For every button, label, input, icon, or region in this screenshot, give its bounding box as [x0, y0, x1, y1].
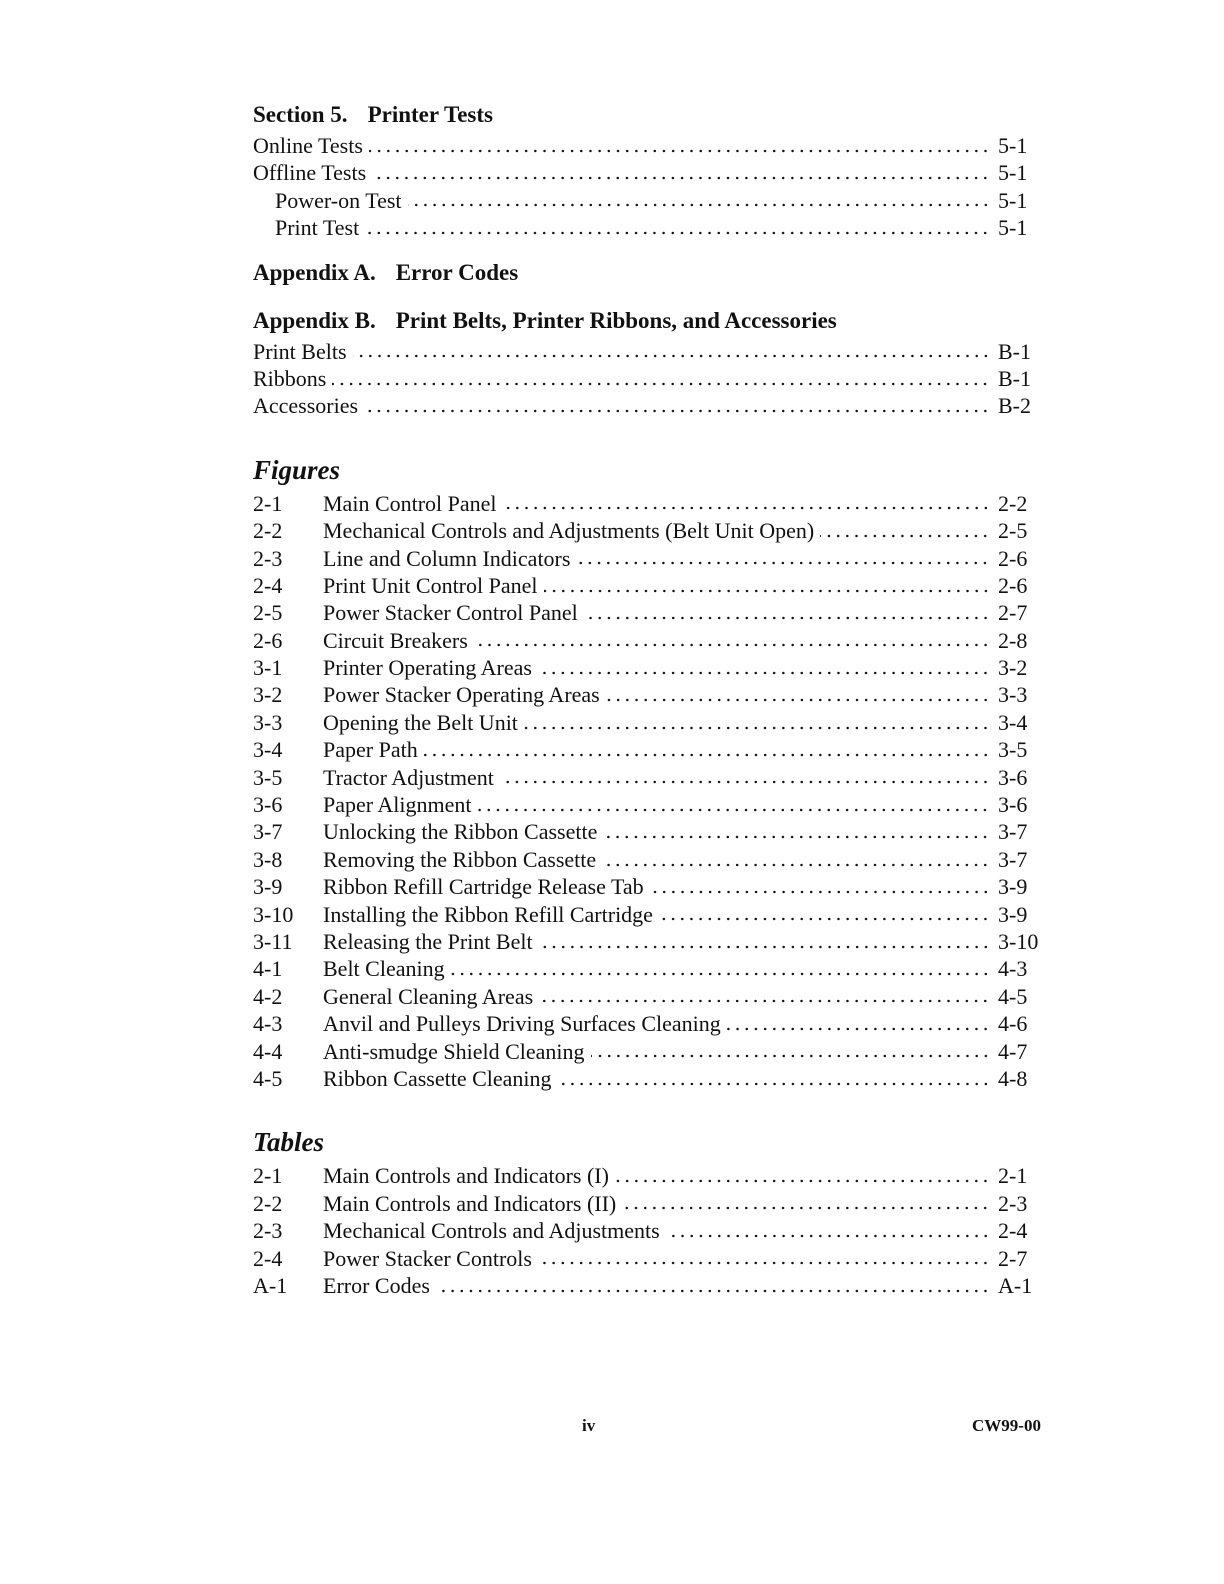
entry-number: 3-2: [253, 682, 283, 708]
entry-page: 4-3: [998, 956, 1028, 982]
toc-entry: [253, 159, 1048, 186]
entry-title: Print Unit Control Panel: [323, 572, 538, 598]
entry-page: B-2: [998, 393, 1031, 419]
toc-entry: [253, 627, 1048, 654]
entry-page: 2-8: [998, 627, 1028, 653]
entry-page: 3-4: [998, 709, 1028, 735]
entry-title: Power Stacker Control Panel: [323, 600, 578, 626]
entry-number: 3-1: [253, 655, 283, 681]
toc-entry: [253, 599, 1048, 626]
entry-title: Belt Cleaning: [323, 956, 445, 982]
figures-list: [253, 490, 1048, 1093]
entry-title: Removing the Ribbon Cassette: [323, 846, 597, 872]
entry-title: Paper Alignment: [323, 792, 472, 818]
dot-leader: [666, 1234, 990, 1238]
entry-page: 5-1: [998, 133, 1028, 158]
entry-page: 5-1: [998, 187, 1028, 213]
entry-number: 3-10: [253, 901, 294, 927]
entry-number: 4-3: [253, 1011, 283, 1037]
entry-title: Online Tests: [253, 133, 363, 158]
entry-number: 2-2: [253, 1190, 283, 1216]
entry-page: 3-6: [998, 792, 1028, 818]
toc-entry: [253, 873, 1048, 900]
entry-page: 3-3: [998, 682, 1028, 708]
dot-leader: [591, 1054, 990, 1058]
dot-leader: [408, 203, 990, 207]
entry-title: Releasing the Print Belt: [323, 928, 533, 954]
toc-entry: [253, 338, 1048, 365]
dot-leader: [332, 382, 990, 386]
entry-number: 3-4: [253, 737, 283, 763]
entry-number: 2-3: [253, 1218, 283, 1244]
toc-entry: [253, 955, 1048, 982]
entry-page: A-1: [998, 1272, 1033, 1298]
toc-entry: [253, 846, 1048, 873]
tables-heading: Tables: [253, 1127, 325, 1158]
dot-leader: [544, 589, 991, 593]
entry-number: 4-4: [253, 1038, 283, 1064]
entry-page: 3-7: [998, 819, 1028, 845]
toc-entry: [253, 1217, 1048, 1244]
toc-entry: [253, 1038, 1048, 1065]
entry-number: 2-3: [253, 545, 283, 571]
tables-list: [253, 1162, 1048, 1299]
dot-leader: [576, 561, 990, 565]
entry-title: Mechanical Controls and Adjustments: [323, 1218, 660, 1244]
entry-number: 4-5: [253, 1065, 283, 1091]
appendix-b-entries: [253, 338, 1048, 420]
toc-entry: [253, 1065, 1048, 1092]
dot-leader: [558, 1082, 990, 1086]
entry-page: 4-5: [998, 983, 1028, 1009]
entry-page: 3-10: [998, 928, 1039, 954]
entry-title: Circuit Breakers: [323, 627, 468, 653]
entry-number: 3-11: [253, 928, 293, 954]
toc-entry: [253, 517, 1048, 544]
entry-title: Power Stacker Controls: [323, 1245, 532, 1271]
toc-entry: [253, 1245, 1048, 1272]
dot-leader: [477, 808, 990, 812]
entry-title: Ribbon Cassette Cleaning: [323, 1065, 552, 1091]
toc-entry: [253, 187, 1048, 214]
entry-title: Opening the Belt Unit: [323, 709, 518, 735]
entry-page: 4-7: [998, 1038, 1028, 1064]
toc-entry: [253, 214, 1048, 241]
entry-title: Installing the Ribbon Refill Cartridge: [323, 901, 653, 927]
entry-page: B-1: [998, 338, 1031, 364]
entry-page: 4-8: [998, 1065, 1028, 1091]
entry-title: Line and Column Indicators: [323, 545, 571, 571]
entry-number: 2-1: [253, 1163, 283, 1189]
entry-number: 4-2: [253, 983, 283, 1009]
toc-entry: [253, 654, 1048, 681]
dot-leader: [622, 1206, 990, 1210]
dot-leader: [584, 616, 990, 620]
toc-entry: [253, 928, 1048, 955]
page-number: iv: [582, 1416, 596, 1435]
dot-leader: [602, 863, 990, 867]
entry-title: Tractor Adjustment: [323, 764, 494, 790]
entry-page: 2-7: [998, 600, 1028, 626]
dot-leader: [539, 945, 990, 949]
entry-title: Anti-smudge Shield Cleaning: [323, 1038, 585, 1064]
entry-number: 3-7: [253, 819, 283, 845]
entry-title: Paper Path: [323, 737, 418, 763]
dot-leader: [500, 780, 990, 784]
entry-page: 4-6: [998, 1011, 1028, 1037]
entry-title: Offline Tests: [253, 160, 367, 186]
entry-title: Unlocking the Ribbon Cassette: [323, 819, 598, 845]
entry-page: 2-1: [998, 1163, 1028, 1189]
dot-leader: [524, 726, 990, 730]
dot-leader: [538, 671, 990, 675]
entry-number: 2-6: [253, 627, 283, 653]
entry-page: 3-9: [998, 901, 1028, 927]
toc-entry: [253, 764, 1048, 791]
entry-number: A-1: [253, 1272, 288, 1298]
entry-number: 4-1: [253, 956, 283, 982]
entry-number: 2-1: [253, 490, 283, 516]
toc-entry: [253, 545, 1048, 572]
entry-title: Main Controls and Indicators (II): [323, 1190, 617, 1216]
dot-leader: [424, 753, 990, 757]
dot-leader: [539, 999, 990, 1003]
toc-entry: [253, 1272, 1048, 1299]
figures-heading: Figures: [253, 454, 341, 485]
entry-page: 2-2: [998, 490, 1028, 516]
toc-entry: [253, 490, 1048, 517]
dot-leader: [369, 149, 990, 153]
entry-title: Ribbon Refill Cartridge Release Tab: [323, 874, 644, 900]
dot-leader: [659, 917, 990, 921]
toc-entry: [253, 681, 1048, 708]
entry-page: 2-7: [998, 1245, 1028, 1271]
toc-entry: [253, 818, 1048, 845]
dot-leader: [364, 409, 990, 413]
entry-page: 3-7: [998, 846, 1028, 872]
entry-title: Print Belts: [253, 338, 347, 364]
section-5-entries: [253, 132, 1048, 242]
entry-page: 5-1: [998, 215, 1028, 241]
entry-title: Print Test: [275, 215, 360, 241]
dot-leader: [820, 534, 990, 538]
entry-title: Main Controls and Indicators (I): [323, 1163, 609, 1189]
toc-entry: [253, 132, 1048, 159]
entry-title: Accessories: [253, 393, 359, 419]
dot-leader: [474, 643, 990, 647]
entry-page: 2-6: [998, 545, 1028, 571]
dot-leader: [353, 354, 990, 358]
dot-leader: [365, 231, 990, 235]
entry-page: B-1: [998, 365, 1031, 391]
toc-entry: [253, 1162, 1048, 1189]
dot-leader: [451, 972, 990, 976]
entry-page: 5-1: [998, 160, 1028, 186]
toc-entry: [253, 791, 1048, 818]
table-of-contents: [253, 98, 1048, 1299]
entry-title: General Cleaning Areas: [323, 983, 534, 1009]
dot-leader: [372, 176, 990, 180]
dot-leader: [606, 698, 990, 702]
dot-leader: [650, 890, 990, 894]
toc-entry: [253, 1010, 1048, 1037]
entry-number: 2-2: [253, 518, 283, 544]
entry-number: 3-9: [253, 874, 283, 900]
entry-page: 2-4: [998, 1218, 1028, 1244]
appendix-b-heading: Appendix B. Print Belts, Printer Ribbons, and Accessories: [253, 307, 837, 333]
entry-number: 3-3: [253, 709, 283, 735]
toc-entry: [253, 392, 1048, 419]
toc-entry: [253, 1190, 1048, 1217]
dot-leader: [538, 1261, 990, 1265]
appendix-a-heading: Appendix A. Error Codes: [253, 259, 519, 285]
entry-title: Mechanical Controls and Adjustments (Belt Unit Open): [323, 518, 815, 544]
entry-number: 2-4: [253, 572, 283, 598]
document-code: CW99-00: [972, 1416, 1041, 1435]
entry-page: 3-5: [998, 737, 1028, 763]
entry-page: 3-6: [998, 764, 1028, 790]
section-5-heading: Section 5. Printer Tests: [253, 102, 493, 127]
toc-entry: [253, 901, 1048, 928]
entry-number: 3-8: [253, 846, 283, 872]
dot-leader: [436, 1289, 990, 1293]
entry-page: 3-2: [998, 655, 1028, 681]
entry-page: 3-9: [998, 874, 1028, 900]
entry-page: 2-5: [998, 518, 1028, 544]
dot-leader: [503, 506, 990, 510]
toc-entry: [253, 572, 1048, 599]
entry-title: Power-on Test: [275, 187, 402, 213]
entry-title: Ribbons: [253, 365, 327, 391]
entry-number: 2-5: [253, 600, 283, 626]
entry-number: 3-6: [253, 792, 283, 818]
entry-page: 2-3: [998, 1190, 1028, 1216]
entry-title: Anvil and Pulleys Driving Surfaces Cleaning: [323, 1011, 721, 1037]
dot-leader: [727, 1027, 990, 1031]
entry-title: Main Control Panel: [323, 490, 497, 516]
dot-leader: [603, 835, 990, 839]
entry-number: 2-4: [253, 1245, 283, 1271]
entry-title: Printer Operating Areas: [323, 655, 532, 681]
entry-title: Power Stacker Operating Areas: [323, 682, 600, 708]
entry-number: 3-5: [253, 764, 283, 790]
dot-leader: [615, 1179, 990, 1183]
toc-entry: [253, 983, 1048, 1010]
entry-page: 2-6: [998, 572, 1028, 598]
entry-title: Error Codes: [323, 1272, 430, 1298]
toc-entry: [253, 365, 1048, 392]
toc-entry: [253, 709, 1048, 736]
toc-entry: [253, 736, 1048, 763]
